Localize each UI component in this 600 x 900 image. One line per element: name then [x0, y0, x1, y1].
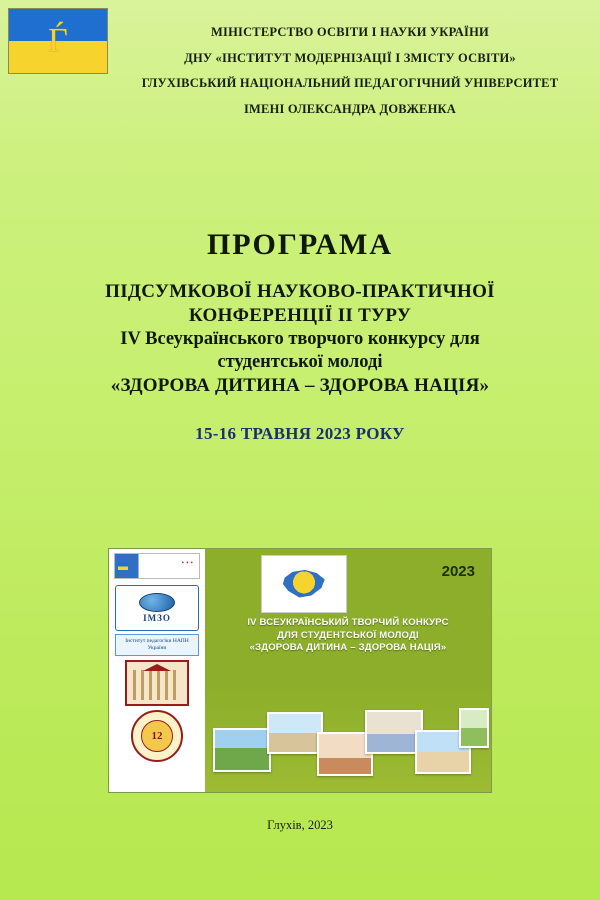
ukraine-map-icon	[281, 568, 327, 600]
university-building-emblem	[125, 660, 189, 706]
mini-flag-icon	[118, 563, 128, 570]
subtitle-line-4: студентської молоді	[217, 351, 383, 372]
poster-main-panel	[205, 549, 491, 792]
poster-year: 2023	[441, 563, 475, 580]
poster-title-line-3: «ЗДОРОВА ДИТИНА – ЗДОРОВА НАЦІЯ»	[249, 642, 447, 654]
ukraine-flag	[8, 8, 108, 74]
poster-title-line-2: ДЛЯ СТУДЕНТСЬКОЇ МОЛОДІ	[277, 629, 419, 641]
osvita-banner	[114, 553, 200, 579]
decorative-dots-icon: •••	[181, 559, 195, 567]
header-line-university-name: ІМЕНІ ОЛЕКСАНДРА ДОВЖЕНКА	[243, 101, 457, 116]
poster-photo-collage	[205, 702, 491, 788]
header-line-institute: ДНУ «ІНСТИТУТ МОДЕРНІЗАЦІЇ І ЗМІСТУ ОСВІТИ»	[184, 50, 516, 65]
seal-number: 12	[141, 720, 173, 752]
header-line-ministry: МІНІСТЕРСТВО ОСВІТИ І НАУКИ УКРАЇНИ	[211, 25, 489, 39]
subtitle-line-5: «ЗДОРОВА ДИТИНА – ЗДОРОВА НАЦІЯ»	[110, 374, 490, 396]
ukraine-map-box	[261, 555, 347, 613]
subtitle-block	[0, 280, 600, 398]
institution-header	[110, 26, 590, 128]
poster-title-line-1: IV ВСЕУКРАЇНСЬКИЙ ТВОРЧИЙ КОНКУРС	[247, 617, 449, 628]
globe-icon	[139, 593, 175, 612]
page-title: ПРОГРАМА	[206, 228, 394, 261]
subtitle-line-1: ПІДСУМКОВОЇ НАУКОВО-ПРАКТИЧНОЇ	[105, 281, 495, 302]
poster-title	[205, 617, 491, 655]
poster-logos-column	[109, 549, 205, 792]
collage-photo	[267, 712, 323, 754]
imzo-label: ІМЗО	[143, 613, 171, 623]
anniversary-seal	[131, 710, 183, 762]
contest-poster-image	[108, 548, 492, 793]
title-block	[0, 228, 600, 444]
header-line-university: ГЛУХІВСЬКИЙ НАЦІОНАЛЬНИЙ ПЕДАГОГІЧНИЙ УНІВЕРСИТЕТ	[141, 76, 559, 90]
subtitle-line-3: IV Всеукраїнського творчого конкурсу для	[120, 328, 480, 349]
napn-logo-label: Інститут педагогіки НАПН України	[115, 634, 199, 656]
imzo-logo	[115, 585, 199, 631]
subtitle-line-2: КОНФЕРЕНЦІЇ ІІ ТУРУ	[188, 304, 412, 326]
ukraine-trident-icon: Ѓ	[48, 22, 68, 59]
collage-photo	[459, 708, 489, 748]
collage-photo	[213, 728, 271, 772]
footer-place-year: Глухів, 2023	[267, 818, 333, 832]
event-dates: 15-16 ТРАВНЯ 2023 РОКУ	[195, 423, 405, 443]
